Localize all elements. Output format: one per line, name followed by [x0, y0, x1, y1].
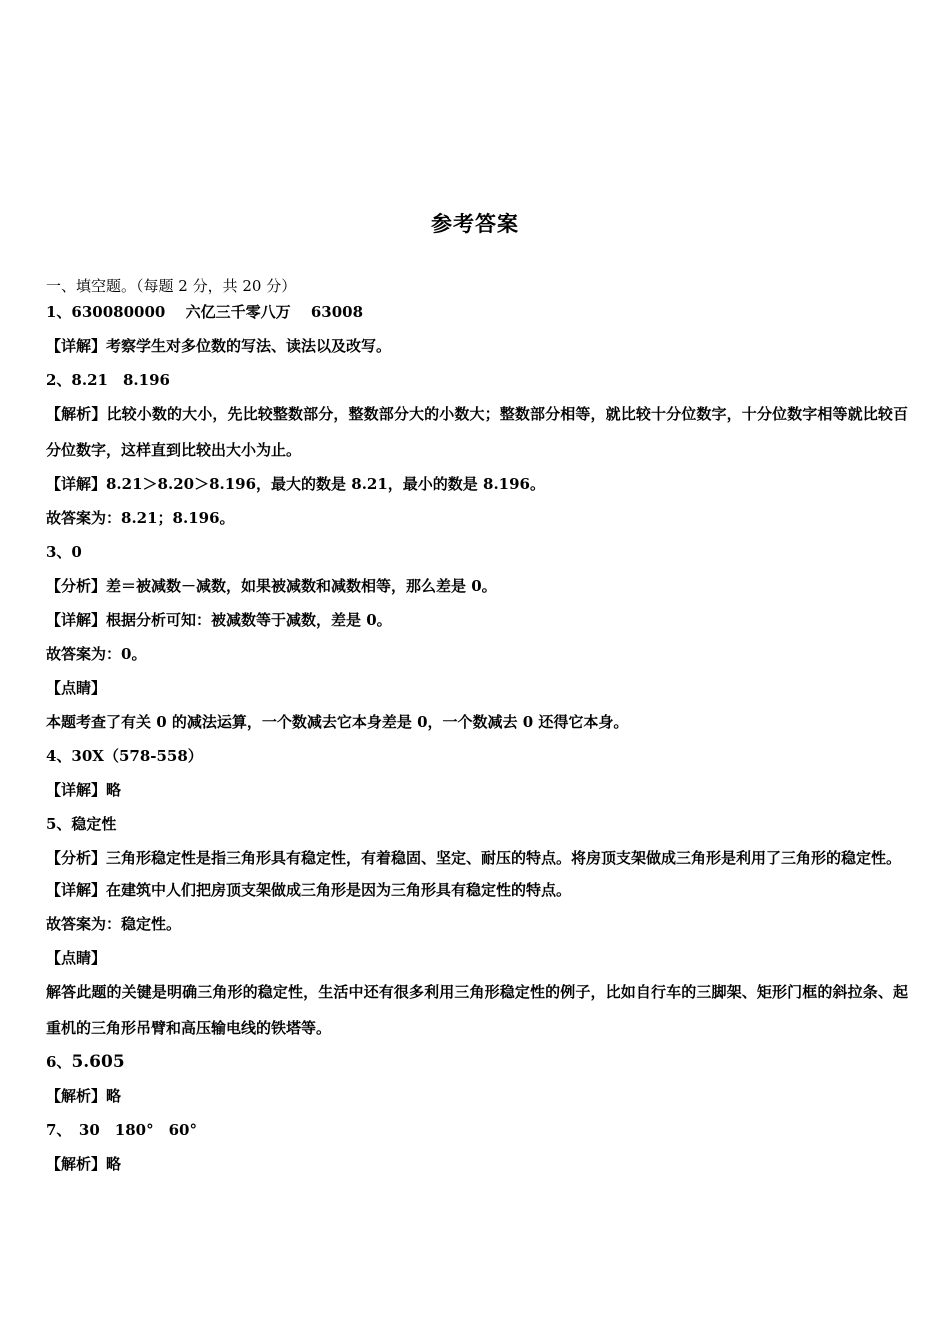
q7-answer: 7、 30 180° 60° [46, 1121, 197, 1139]
q6-number: 6、 [46, 1053, 72, 1071]
q1-answer: 1、630080000 六亿三千零八万 63008 [46, 303, 364, 321]
page-title: 参考答案 [431, 212, 519, 236]
q2-detail: 【详解】8.21＞8.20＞8.196，最大的数是 8.21，最小的数是 8.196。 [46, 475, 545, 493]
answer-content [46, 275, 908, 1175]
q1-detail: 【详解】考察学生对多位数的写法、读法以及改写。 [46, 337, 392, 355]
q2-final: 故答案为：8.21；8.196。 [46, 509, 235, 527]
q5-answer: 5、稳定性 [46, 815, 117, 833]
q3-answer: 3、0 [46, 543, 82, 561]
q6-value: 5.605 [71, 1052, 125, 1072]
q5-analysis: 【分析】三角形稳定性是指三角形具有稳定性，有着稳固、坚定、耐压的特点。将房顶支架做成三角形是利用了三角形的稳定性。 [46, 849, 902, 867]
q7-analysis: 【解析】略 [46, 1155, 122, 1173]
section-heading: 一、填空题。（每题 2 分，共 20 分） [46, 277, 297, 295]
q3-detail: 【详解】根据分析可知：被减数等于减数，差是 0。 [46, 611, 392, 629]
q6-analysis: 【解析】略 [46, 1087, 122, 1105]
q2-answer: 2、8.21 8.196 [46, 371, 170, 389]
q4-answer: 4、30X（578-558） [46, 747, 203, 765]
q3-analysis: 【分析】差＝被减数－减数，如果被减数和减数相等，那么差是 0。 [46, 577, 497, 595]
q4-detail: 【详解】略 [46, 781, 122, 799]
q3-point-text: 本题考查了有关 0 的减法运算，一个数减去它本身差是 0，一个数减去 0 还得它本身。 [46, 713, 629, 731]
q5-final: 故答案为：稳定性。 [46, 915, 182, 933]
q3-final: 故答案为：0。 [46, 645, 147, 663]
q5-point-text: 解答此题的关键是明确三角形的稳定性，生活中还有很多利用三角形稳定性的例子，比如自行车的三脚架、矩形门框的斜拉条、起重机的三角形吊臂和高压输电线的铁塔等。 [46, 983, 908, 1037]
q6-answer [46, 1051, 908, 1073]
q2-analysis: 【解析】比较小数的大小，先比较整数部分，整数部分大的小数大；整数部分相等，就比较十分位数字，十分位数字相等就比较百分位数字，这样直到比较出大小为止。 [46, 405, 908, 459]
q5-point-label: 【点睛】 [46, 949, 107, 967]
q3-point-label: 【点睛】 [46, 679, 107, 697]
q5-detail: 【详解】在建筑中人们把房顶支架做成三角形是因为三角形具有稳定性的特点。 [46, 881, 572, 899]
